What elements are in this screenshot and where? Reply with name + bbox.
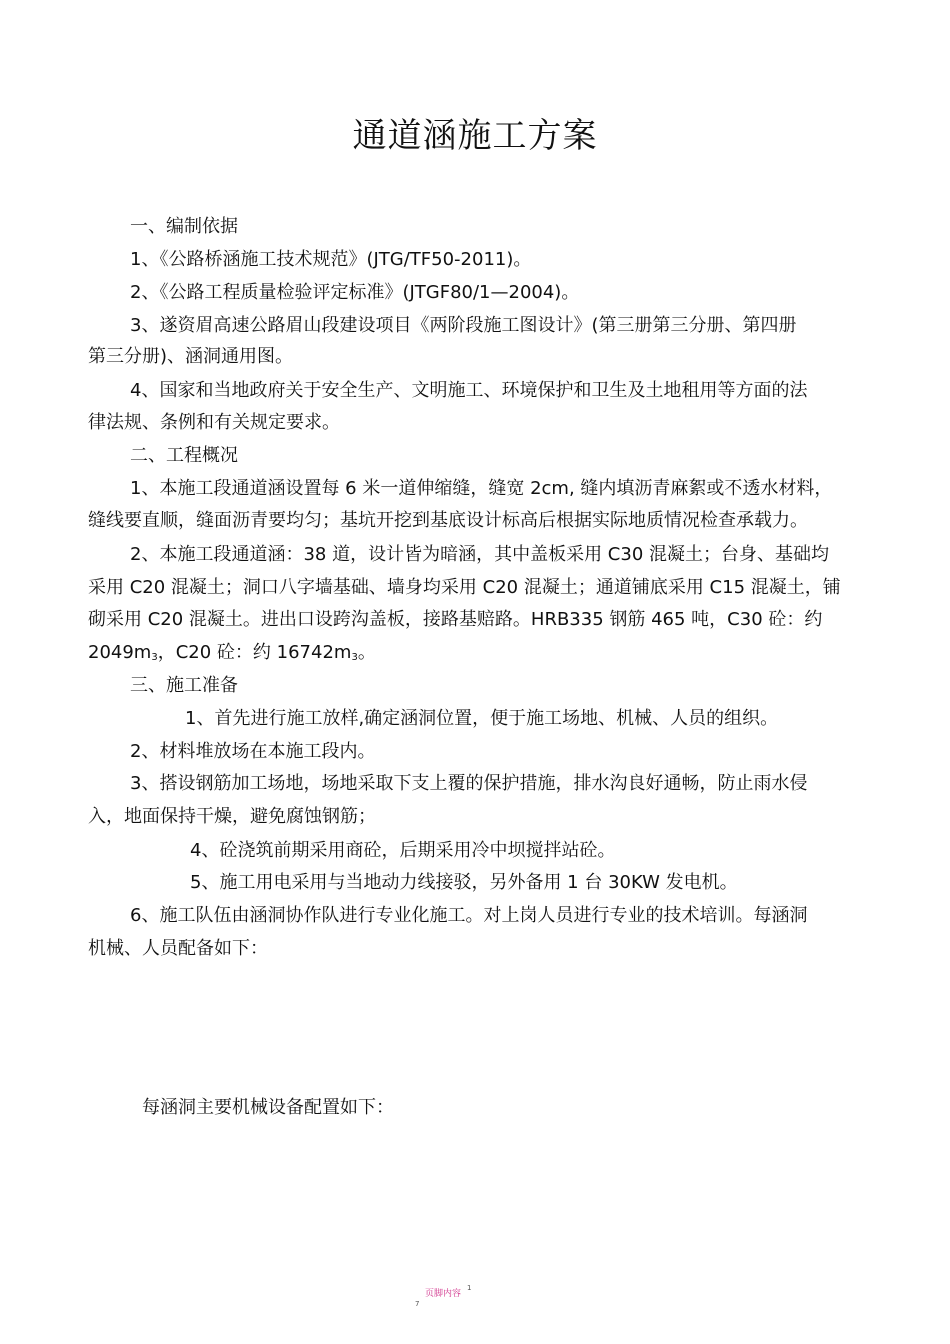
overview-item-2-line-3: 砌采用 C20 混凝土。进出口设跨沟盖板，接路基赔路。HRB335 钢筋 465 吨，C30 砼：约 xyxy=(88,609,823,630)
footer-text: 页脚内容 xyxy=(425,1289,462,1299)
basis-item-1: 1、《公路桥涵施工技术规范》(JTG/TF50-2011)。 xyxy=(130,249,532,270)
overview-item-2-line-1: 2、本施工段通道涵：38 道，设计皆为暗涵，其中盖板采用 C30 混凝土；台身、基础均 xyxy=(130,544,829,565)
section-heading-basis: 一、编制依据 xyxy=(130,216,238,237)
unit-superscript: 3 xyxy=(151,652,158,663)
preparation-item-2: 2、材料堆放场在本施工段内。 xyxy=(130,741,376,762)
overview-item-2-line-4 xyxy=(88,642,376,669)
overview-item-2-line-2: 采用 C20 混凝土；洞口八字墙基础、墙身均采用 C20 混凝土；通道铺底采用 C15 混凝土，铺 xyxy=(88,577,841,598)
equipment-intro: 每涵洞主要机械设备配置如下： xyxy=(142,1097,394,1118)
overview-item-1-line-2: 缝线要直顺，缝面沥青要均匀；基坑开挖到基底设计标高后根据实际地质情况检查承载力。 xyxy=(88,510,808,531)
preparation-item-6-line-1: 6、施工队伍由涵洞协作队进行专业化施工。对上岗人员进行专业的技术培训。每涵洞 xyxy=(130,905,808,926)
overview-item-1-line-1: 1、本施工段通道涵设置每 6 米一道伸缩缝，缝宽 2cm, 缝内填沥青麻絮或不透水材料， xyxy=(130,478,833,499)
basis-item-4-line-1: 4、国家和当地政府关于安全生产、文明施工、环境保护和卫生及土地租用等方面的法 xyxy=(130,380,808,401)
footer-mark: 7 xyxy=(415,1300,420,1308)
preparation-item-4: 4、砼浇筑前期采用商砼，后期采用冷中坝搅拌站砼。 xyxy=(190,840,616,861)
preparation-item-6-line-2: 机械、人员配备如下： xyxy=(88,938,268,959)
section-heading-preparation: 三、施工准备 xyxy=(130,675,238,696)
sentence-end: 。 xyxy=(357,642,376,663)
section-heading-overview: 二、工程概况 xyxy=(130,445,238,466)
basis-item-2: 2、《公路工程质量检验评定标准》(JTGF80/1—2004)。 xyxy=(130,282,580,303)
unit-superscript: 3 xyxy=(351,652,358,663)
footer-page-tick: 1 xyxy=(467,1284,472,1292)
basis-item-3-line-2: 第三分册)、涵洞通用图。 xyxy=(88,346,294,367)
volume-c30: 2049m xyxy=(88,642,152,663)
document-title: 通道涵施工方案 xyxy=(352,116,598,156)
preparation-item-3-line-2: 入，地面保持干燥，避免腐蚀钢筋； xyxy=(88,806,376,827)
volume-c20: ，C20 砼：约 16742m xyxy=(157,642,352,663)
basis-item-3-line-1: 3、遂资眉高速公路眉山段建设项目《两阶段施工图设计》(第三册第三分册、第四册 xyxy=(130,315,797,336)
preparation-item-3-line-1: 3、搭设钢筋加工场地，场地采取下支上覆的保护措施，排水沟良好通畅，防止雨水侵 xyxy=(130,773,808,794)
basis-item-4-line-2: 律法规、条例和有关规定要求。 xyxy=(88,412,340,433)
preparation-item-1: 1、首先进行施工放样,确定涵洞位置，便于施工场地、机械、人员的组织。 xyxy=(185,708,779,729)
preparation-item-5: 5、施工用电采用与当地动力线接驳，另外备用 1 台 30KW 发电机。 xyxy=(190,872,738,893)
